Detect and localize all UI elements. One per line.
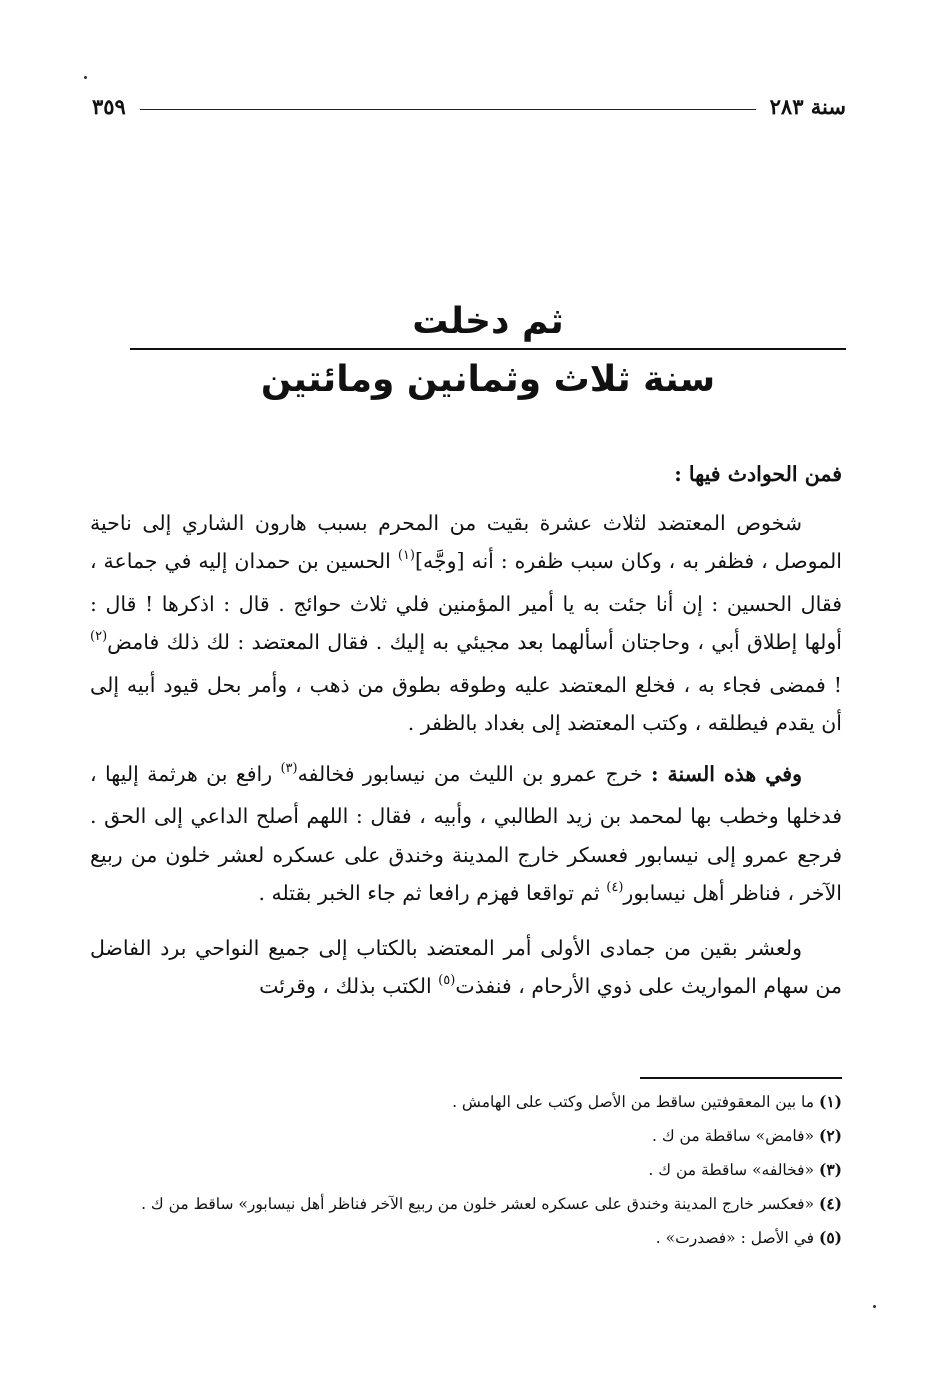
scan-speck [873,1305,876,1308]
paragraph-3-text-a: ولعشر بقين من جمادى الأولى أمر المعتضد بالكتاب إلى جميع النواحي برد الفاضل من سهام المواريث على ذوي الأرحام ، فنفذت [90,935,842,998]
chapter-heading-line1: ثم دخلت [412,301,564,342]
paragraph-1-text-a: شخوص المعتضد لثلاث عشرة بقيت من المحرم بسبب هارون الشاري إلى ناحية الموصل ، فظفر به ، وكان سبب ظفره : أنه [وجَّه] [90,510,842,573]
header-rule [140,109,756,110]
footnote-text: في الأصل : «فصدرت» . [655,1229,819,1247]
section-subheading: فمن الحوادث فيها : [674,462,842,486]
scan-speck [84,76,87,79]
footnote-4 [90,1189,842,1219]
footnote-text: «فعكسر خارج المدينة وخندق على عسكره لعشر خلون من ربيع الآخر فناظر أهل نيسابور» ساقط من ك . [141,1195,819,1213]
footnotes [90,1087,842,1257]
chapter-heading-line2: سنة ثلاث وثمانين ومائتين [260,359,716,400]
footnote-text: ما بين المعقوفتين ساقط من الأصل وكتب على الهامش . [452,1093,819,1111]
paragraph-1-text-c: ! فمضى فجاء به ، فخلع المعتضد عليه وطوقه بطوق من ذهب ، وأمر بحل قيود أبيه إلى أن يقدم فيطلقه ، وكتب المعتضد إلى بغداد بالظفر . [90,672,842,735]
paragraph-3 [90,929,842,1010]
paragraph-1-text-b: الحسين بن حمدان إليه في جماعة ، فقال الحسين : إن أنا جئت به يا أمير المؤمنين فلي ثلاث حوائج . قال : اذكرها ! قال : أولها إطلاق أبي ، وحاجتان أسألهما بعد مجيئي به إليك . فقال المعتضد : لك ذلك فامض [90,549,842,654]
footnote-text: «فامض» ساقطة من ك . [652,1127,819,1145]
footnote-5 [90,1223,842,1253]
footnote-number: (٤) [818,1194,842,1213]
paragraph-1 [90,504,842,743]
chapter-heading [130,296,846,410]
footnote-2 [90,1121,842,1151]
paragraph-2-text-c: ثم تواقعا فهزم رافعا ثم جاء الخبر بقتله . [258,881,607,905]
paragraph-2 [90,755,842,917]
footnote-number: (٢) [818,1126,842,1145]
footnote-1 [90,1087,842,1117]
footnote-number: (٣) [818,1160,842,1179]
paragraph-2-text-a: خرج عمرو بن الليث من نيسابور فخالفه [297,761,652,786]
footnote-ref-2: (٢) [90,629,108,644]
footnote-number: (١) [818,1092,842,1111]
paragraph-3-text-b: الكتب بذلك ، وقرئت [259,974,439,998]
running-header [92,88,846,124]
main-text [90,455,842,1022]
footnote-ref-5: (٥) [438,973,456,988]
page-number: ٣٥٩ [92,93,126,119]
footnote-ref-3: (٣) [280,760,298,776]
footnote-ref-1: (١) [397,548,415,563]
footnote-ref-4: (٤) [606,880,624,895]
paragraph-2-lead: وفي هذه السنة : [651,761,802,786]
paragraph-2-text-b: رافع بن هرثمة إليها ، فدخلها وخطب بها لمحمد بن زيد الطالبي ، وأبيه ، فقال : اللهم أصلح الداعي إلى الحق . فرجع عمرو إلى نيسابور فعسكر خارج المدينة وخندق على عسكره لعشر خلون من ربيع الآخر ، فناظر أهل نيسابور [90,761,842,905]
footnote-rule [640,1077,842,1079]
footnote-number: (٥) [818,1228,842,1247]
footnote-text: «فخالفه» ساقطة من ك . [648,1161,819,1179]
footnote-3 [90,1155,842,1185]
running-title: سنة ٢٨٣ [769,93,846,119]
